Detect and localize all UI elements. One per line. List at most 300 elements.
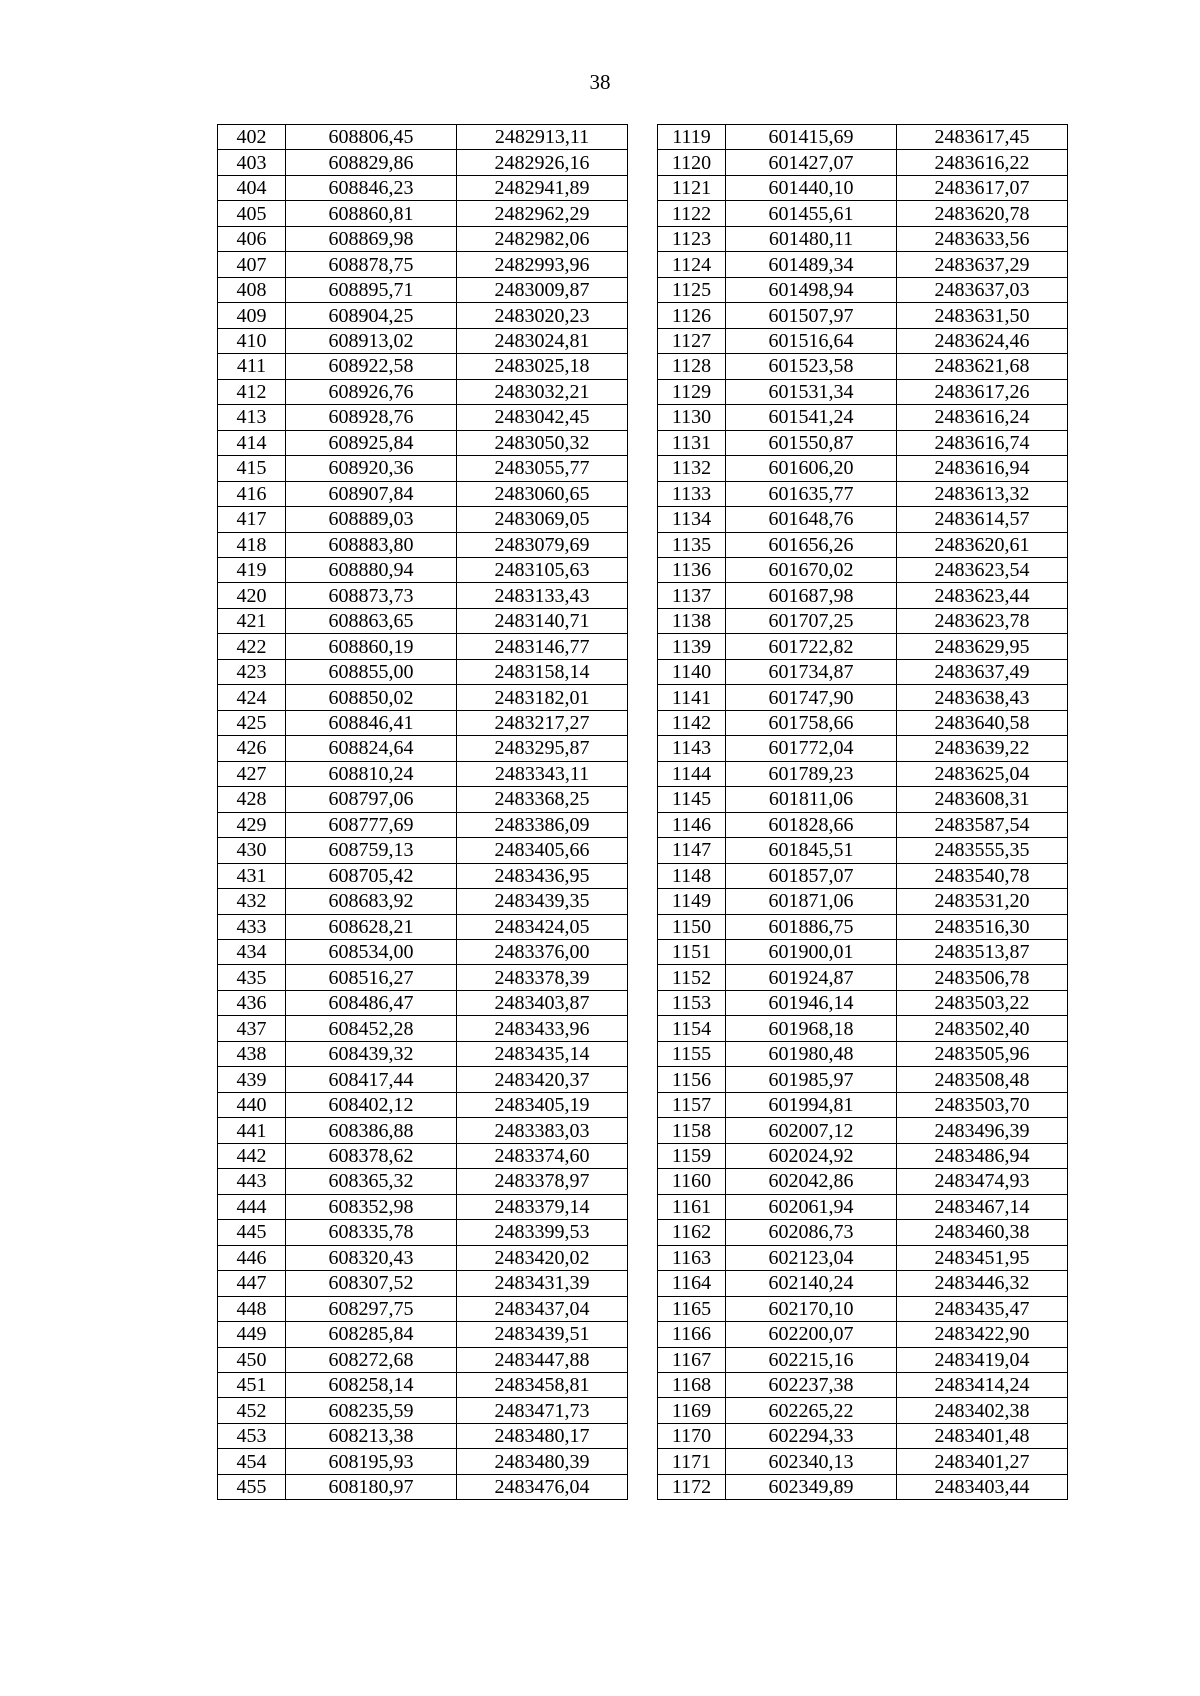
left-y-coordinate-cell: 2483480,17 xyxy=(457,1423,628,1448)
right-point-number-cell: 1124 xyxy=(658,252,726,277)
left-y-coordinate-cell: 2483376,00 xyxy=(457,940,628,965)
left-y-coordinate-cell: 2483386,09 xyxy=(457,812,628,837)
table-row xyxy=(218,608,1068,633)
left-y-coordinate-cell: 2483140,71 xyxy=(457,608,628,633)
left-y-coordinate-cell: 2483378,97 xyxy=(457,1169,628,1194)
right-y-coordinate-cell: 2483637,49 xyxy=(897,659,1068,684)
table-row xyxy=(218,1296,1068,1321)
left-x-coordinate-cell: 608850,02 xyxy=(286,685,457,710)
left-y-coordinate-cell: 2483424,05 xyxy=(457,914,628,939)
left-y-coordinate-cell: 2483024,81 xyxy=(457,328,628,353)
left-x-coordinate-cell: 608889,03 xyxy=(286,507,457,532)
left-point-number-cell: 435 xyxy=(218,965,286,990)
left-y-coordinate-cell: 2483105,63 xyxy=(457,557,628,582)
table-row xyxy=(218,405,1068,430)
right-point-number-cell: 1128 xyxy=(658,354,726,379)
right-y-coordinate-cell: 2483614,57 xyxy=(897,507,1068,532)
column-gap xyxy=(628,965,658,990)
right-point-number-cell: 1152 xyxy=(658,965,726,990)
left-x-coordinate-cell: 608683,92 xyxy=(286,889,457,914)
left-y-coordinate-cell: 2483182,01 xyxy=(457,685,628,710)
table-row xyxy=(218,583,1068,608)
left-y-coordinate-cell: 2483042,45 xyxy=(457,405,628,430)
column-gap xyxy=(628,354,658,379)
table-row xyxy=(218,1398,1068,1423)
left-point-number-cell: 450 xyxy=(218,1347,286,1372)
left-x-coordinate-cell: 608926,76 xyxy=(286,379,457,404)
right-y-coordinate-cell: 2483555,35 xyxy=(897,838,1068,863)
column-gap xyxy=(628,1041,658,1066)
right-point-number-cell: 1141 xyxy=(658,685,726,710)
table-row xyxy=(218,1118,1068,1143)
left-x-coordinate-cell: 608628,21 xyxy=(286,914,457,939)
left-point-number-cell: 428 xyxy=(218,787,286,812)
left-point-number-cell: 417 xyxy=(218,507,286,532)
table-row xyxy=(218,430,1068,455)
left-y-coordinate-cell: 2483447,88 xyxy=(457,1347,628,1372)
right-x-coordinate-cell: 601507,97 xyxy=(726,303,897,328)
table-row xyxy=(218,659,1068,684)
right-y-coordinate-cell: 2483587,54 xyxy=(897,812,1068,837)
right-y-coordinate-cell: 2483638,43 xyxy=(897,685,1068,710)
left-point-number-cell: 442 xyxy=(218,1143,286,1168)
table-row xyxy=(218,761,1068,786)
column-gap xyxy=(628,430,658,455)
left-point-number-cell: 452 xyxy=(218,1398,286,1423)
left-y-coordinate-cell: 2483069,05 xyxy=(457,507,628,532)
right-y-coordinate-cell: 2483402,38 xyxy=(897,1398,1068,1423)
left-x-coordinate-cell: 608913,02 xyxy=(286,328,457,353)
right-point-number-cell: 1171 xyxy=(658,1449,726,1474)
column-gap xyxy=(628,557,658,582)
right-y-coordinate-cell: 2483637,29 xyxy=(897,252,1068,277)
right-x-coordinate-cell: 602007,12 xyxy=(726,1118,897,1143)
table-row xyxy=(218,303,1068,328)
column-gap xyxy=(628,456,658,481)
left-x-coordinate-cell: 608297,75 xyxy=(286,1296,457,1321)
right-point-number-cell: 1156 xyxy=(658,1067,726,1092)
table-row xyxy=(218,507,1068,532)
column-gap xyxy=(628,1347,658,1372)
right-point-number-cell: 1136 xyxy=(658,557,726,582)
table-row xyxy=(218,965,1068,990)
right-point-number-cell: 1160 xyxy=(658,1169,726,1194)
right-x-coordinate-cell: 601900,01 xyxy=(726,940,897,965)
column-gap xyxy=(628,583,658,608)
column-gap xyxy=(628,1245,658,1270)
left-y-coordinate-cell: 2482926,16 xyxy=(457,150,628,175)
right-x-coordinate-cell: 601871,06 xyxy=(726,889,897,914)
left-y-coordinate-cell: 2483405,66 xyxy=(457,838,628,863)
right-y-coordinate-cell: 2483435,47 xyxy=(897,1296,1068,1321)
left-point-number-cell: 430 xyxy=(218,838,286,863)
column-gap xyxy=(628,914,658,939)
right-point-number-cell: 1161 xyxy=(658,1194,726,1219)
right-y-coordinate-cell: 2483620,61 xyxy=(897,532,1068,557)
table-row xyxy=(218,1169,1068,1194)
left-y-coordinate-cell: 2483060,65 xyxy=(457,481,628,506)
right-point-number-cell: 1122 xyxy=(658,201,726,226)
right-point-number-cell: 1172 xyxy=(658,1474,726,1499)
right-point-number-cell: 1144 xyxy=(658,761,726,786)
coordinates-table xyxy=(217,124,1068,1500)
table-row xyxy=(218,1092,1068,1117)
left-point-number-cell: 433 xyxy=(218,914,286,939)
right-x-coordinate-cell: 601440,10 xyxy=(726,175,897,200)
left-x-coordinate-cell: 608806,45 xyxy=(286,125,457,150)
right-y-coordinate-cell: 2483474,93 xyxy=(897,1169,1068,1194)
right-x-coordinate-cell: 602237,38 xyxy=(726,1372,897,1397)
left-point-number-cell: 405 xyxy=(218,201,286,226)
left-y-coordinate-cell: 2483146,77 xyxy=(457,634,628,659)
right-point-number-cell: 1158 xyxy=(658,1118,726,1143)
right-y-coordinate-cell: 2483623,44 xyxy=(897,583,1068,608)
left-point-number-cell: 412 xyxy=(218,379,286,404)
right-point-number-cell: 1162 xyxy=(658,1220,726,1245)
column-gap xyxy=(628,990,658,1015)
left-y-coordinate-cell: 2483420,37 xyxy=(457,1067,628,1092)
left-x-coordinate-cell: 608907,84 xyxy=(286,481,457,506)
right-x-coordinate-cell: 601722,82 xyxy=(726,634,897,659)
right-x-coordinate-cell: 602200,07 xyxy=(726,1322,897,1347)
left-point-number-cell: 437 xyxy=(218,1016,286,1041)
right-x-coordinate-cell: 601550,87 xyxy=(726,430,897,455)
left-point-number-cell: 402 xyxy=(218,125,286,150)
left-y-coordinate-cell: 2483158,14 xyxy=(457,659,628,684)
column-gap xyxy=(628,1118,658,1143)
right-x-coordinate-cell: 602349,89 xyxy=(726,1474,897,1499)
left-y-coordinate-cell: 2483383,03 xyxy=(457,1118,628,1143)
right-x-coordinate-cell: 602123,04 xyxy=(726,1245,897,1270)
left-y-coordinate-cell: 2483458,81 xyxy=(457,1372,628,1397)
right-point-number-cell: 1150 xyxy=(658,914,726,939)
right-y-coordinate-cell: 2483506,78 xyxy=(897,965,1068,990)
right-y-coordinate-cell: 2483419,04 xyxy=(897,1347,1068,1372)
right-y-coordinate-cell: 2483451,95 xyxy=(897,1245,1068,1270)
table-row xyxy=(218,736,1068,761)
left-point-number-cell: 403 xyxy=(218,150,286,175)
right-x-coordinate-cell: 601541,24 xyxy=(726,405,897,430)
left-x-coordinate-cell: 608402,12 xyxy=(286,1092,457,1117)
left-point-number-cell: 440 xyxy=(218,1092,286,1117)
left-x-coordinate-cell: 608439,32 xyxy=(286,1041,457,1066)
left-x-coordinate-cell: 608516,27 xyxy=(286,965,457,990)
left-x-coordinate-cell: 608378,62 xyxy=(286,1143,457,1168)
right-y-coordinate-cell: 2483616,24 xyxy=(897,405,1068,430)
left-y-coordinate-cell: 2483379,14 xyxy=(457,1194,628,1219)
left-point-number-cell: 439 xyxy=(218,1067,286,1092)
right-y-coordinate-cell: 2483403,44 xyxy=(897,1474,1068,1499)
column-gap xyxy=(628,1423,658,1448)
table-row xyxy=(218,1449,1068,1474)
right-x-coordinate-cell: 601648,76 xyxy=(726,507,897,532)
column-gap xyxy=(628,1092,658,1117)
table-row xyxy=(218,1016,1068,1041)
right-y-coordinate-cell: 2483502,40 xyxy=(897,1016,1068,1041)
right-x-coordinate-cell: 602340,13 xyxy=(726,1449,897,1474)
right-point-number-cell: 1154 xyxy=(658,1016,726,1041)
left-x-coordinate-cell: 608386,88 xyxy=(286,1118,457,1143)
right-y-coordinate-cell: 2483613,32 xyxy=(897,481,1068,506)
left-x-coordinate-cell: 608759,13 xyxy=(286,838,457,863)
left-x-coordinate-cell: 608235,59 xyxy=(286,1398,457,1423)
right-y-coordinate-cell: 2483620,78 xyxy=(897,201,1068,226)
right-y-coordinate-cell: 2483608,31 xyxy=(897,787,1068,812)
left-point-number-cell: 449 xyxy=(218,1322,286,1347)
right-x-coordinate-cell: 602215,16 xyxy=(726,1347,897,1372)
column-gap xyxy=(628,736,658,761)
right-x-coordinate-cell: 601758,66 xyxy=(726,710,897,735)
column-gap xyxy=(628,863,658,888)
column-gap xyxy=(628,252,658,277)
right-x-coordinate-cell: 601845,51 xyxy=(726,838,897,863)
right-x-coordinate-cell: 602086,73 xyxy=(726,1220,897,1245)
right-y-coordinate-cell: 2483503,22 xyxy=(897,990,1068,1015)
table-row xyxy=(218,379,1068,404)
column-gap xyxy=(628,379,658,404)
right-point-number-cell: 1155 xyxy=(658,1041,726,1066)
left-x-coordinate-cell: 608860,19 xyxy=(286,634,457,659)
right-x-coordinate-cell: 601994,81 xyxy=(726,1092,897,1117)
left-x-coordinate-cell: 608869,98 xyxy=(286,226,457,251)
right-point-number-cell: 1163 xyxy=(658,1245,726,1270)
right-y-coordinate-cell: 2483625,04 xyxy=(897,761,1068,786)
column-gap xyxy=(628,1296,658,1321)
table-row xyxy=(218,1245,1068,1270)
table-row xyxy=(218,787,1068,812)
right-x-coordinate-cell: 601924,87 xyxy=(726,965,897,990)
right-y-coordinate-cell: 2483414,24 xyxy=(897,1372,1068,1397)
left-x-coordinate-cell: 608258,14 xyxy=(286,1372,457,1397)
right-y-coordinate-cell: 2483503,70 xyxy=(897,1092,1068,1117)
right-point-number-cell: 1119 xyxy=(658,125,726,150)
left-y-coordinate-cell: 2483050,32 xyxy=(457,430,628,455)
left-point-number-cell: 406 xyxy=(218,226,286,251)
left-x-coordinate-cell: 608883,80 xyxy=(286,532,457,557)
right-x-coordinate-cell: 601980,48 xyxy=(726,1041,897,1066)
column-gap xyxy=(628,328,658,353)
table-row xyxy=(218,1271,1068,1296)
right-y-coordinate-cell: 2483446,32 xyxy=(897,1271,1068,1296)
right-x-coordinate-cell: 602294,33 xyxy=(726,1423,897,1448)
right-x-coordinate-cell: 601985,97 xyxy=(726,1067,897,1092)
table-row xyxy=(218,1194,1068,1219)
right-point-number-cell: 1125 xyxy=(658,277,726,302)
left-point-number-cell: 432 xyxy=(218,889,286,914)
left-x-coordinate-cell: 608285,84 xyxy=(286,1322,457,1347)
left-point-number-cell: 424 xyxy=(218,685,286,710)
left-y-coordinate-cell: 2482962,29 xyxy=(457,201,628,226)
left-y-coordinate-cell: 2483439,51 xyxy=(457,1322,628,1347)
right-y-coordinate-cell: 2483640,58 xyxy=(897,710,1068,735)
left-point-number-cell: 443 xyxy=(218,1169,286,1194)
table-row xyxy=(218,863,1068,888)
left-y-coordinate-cell: 2483433,96 xyxy=(457,1016,628,1041)
column-gap xyxy=(628,405,658,430)
right-x-coordinate-cell: 602140,24 xyxy=(726,1271,897,1296)
left-y-coordinate-cell: 2482941,89 xyxy=(457,175,628,200)
column-gap xyxy=(628,1271,658,1296)
right-point-number-cell: 1139 xyxy=(658,634,726,659)
column-gap xyxy=(628,889,658,914)
left-point-number-cell: 448 xyxy=(218,1296,286,1321)
left-y-coordinate-cell: 2483437,04 xyxy=(457,1296,628,1321)
right-point-number-cell: 1138 xyxy=(658,608,726,633)
coordinates-table-body xyxy=(218,125,1068,1500)
left-x-coordinate-cell: 608880,94 xyxy=(286,557,457,582)
left-point-number-cell: 411 xyxy=(218,354,286,379)
table-row xyxy=(218,354,1068,379)
left-y-coordinate-cell: 2483020,23 xyxy=(457,303,628,328)
table-row xyxy=(218,226,1068,251)
left-y-coordinate-cell: 2482982,06 xyxy=(457,226,628,251)
right-x-coordinate-cell: 601734,87 xyxy=(726,659,897,684)
column-gap xyxy=(628,303,658,328)
left-y-coordinate-cell: 2483374,60 xyxy=(457,1143,628,1168)
left-x-coordinate-cell: 608829,86 xyxy=(286,150,457,175)
left-point-number-cell: 431 xyxy=(218,863,286,888)
left-x-coordinate-cell: 608895,71 xyxy=(286,277,457,302)
page-number: 38 xyxy=(589,70,611,94)
left-y-coordinate-cell: 2483431,39 xyxy=(457,1271,628,1296)
left-point-number-cell: 413 xyxy=(218,405,286,430)
left-point-number-cell: 429 xyxy=(218,812,286,837)
left-point-number-cell: 418 xyxy=(218,532,286,557)
right-point-number-cell: 1168 xyxy=(658,1372,726,1397)
left-x-coordinate-cell: 608873,73 xyxy=(286,583,457,608)
left-y-coordinate-cell: 2483399,53 xyxy=(457,1220,628,1245)
right-y-coordinate-cell: 2483629,95 xyxy=(897,634,1068,659)
left-x-coordinate-cell: 608705,42 xyxy=(286,863,457,888)
right-y-coordinate-cell: 2483617,45 xyxy=(897,125,1068,150)
left-point-number-cell: 441 xyxy=(218,1118,286,1143)
right-point-number-cell: 1167 xyxy=(658,1347,726,1372)
right-x-coordinate-cell: 601828,66 xyxy=(726,812,897,837)
right-x-coordinate-cell: 601707,25 xyxy=(726,608,897,633)
right-x-coordinate-cell: 601687,98 xyxy=(726,583,897,608)
left-y-coordinate-cell: 2483403,87 xyxy=(457,990,628,1015)
column-gap xyxy=(628,201,658,226)
left-x-coordinate-cell: 608922,58 xyxy=(286,354,457,379)
table-row xyxy=(218,914,1068,939)
left-x-coordinate-cell: 608365,32 xyxy=(286,1169,457,1194)
table-row xyxy=(218,328,1068,353)
right-y-coordinate-cell: 2483623,54 xyxy=(897,557,1068,582)
left-y-coordinate-cell: 2483133,43 xyxy=(457,583,628,608)
table-row xyxy=(218,1347,1068,1372)
column-gap xyxy=(628,1322,658,1347)
left-point-number-cell: 436 xyxy=(218,990,286,1015)
right-point-number-cell: 1137 xyxy=(658,583,726,608)
column-gap xyxy=(628,1169,658,1194)
table-row xyxy=(218,838,1068,863)
left-x-coordinate-cell: 608878,75 xyxy=(286,252,457,277)
left-point-number-cell: 444 xyxy=(218,1194,286,1219)
right-x-coordinate-cell: 601531,34 xyxy=(726,379,897,404)
right-point-number-cell: 1145 xyxy=(658,787,726,812)
right-point-number-cell: 1121 xyxy=(658,175,726,200)
left-x-coordinate-cell: 608855,00 xyxy=(286,659,457,684)
right-point-number-cell: 1130 xyxy=(658,405,726,430)
column-gap xyxy=(628,1016,658,1041)
left-x-coordinate-cell: 608272,68 xyxy=(286,1347,457,1372)
column-gap xyxy=(628,608,658,633)
column-gap xyxy=(628,175,658,200)
right-x-coordinate-cell: 601656,26 xyxy=(726,532,897,557)
left-x-coordinate-cell: 608846,23 xyxy=(286,175,457,200)
left-y-coordinate-cell: 2483079,69 xyxy=(457,532,628,557)
right-x-coordinate-cell: 601455,61 xyxy=(726,201,897,226)
right-point-number-cell: 1120 xyxy=(658,150,726,175)
right-point-number-cell: 1134 xyxy=(658,507,726,532)
right-x-coordinate-cell: 601523,58 xyxy=(726,354,897,379)
right-point-number-cell: 1140 xyxy=(658,659,726,684)
right-x-coordinate-cell: 601789,23 xyxy=(726,761,897,786)
left-point-number-cell: 410 xyxy=(218,328,286,353)
right-x-coordinate-cell: 602061,94 xyxy=(726,1194,897,1219)
table-row xyxy=(218,481,1068,506)
right-x-coordinate-cell: 601946,14 xyxy=(726,990,897,1015)
left-x-coordinate-cell: 608213,38 xyxy=(286,1423,457,1448)
left-x-coordinate-cell: 608452,28 xyxy=(286,1016,457,1041)
right-y-coordinate-cell: 2483621,68 xyxy=(897,354,1068,379)
right-point-number-cell: 1127 xyxy=(658,328,726,353)
left-y-coordinate-cell: 2483055,77 xyxy=(457,456,628,481)
left-point-number-cell: 427 xyxy=(218,761,286,786)
column-gap xyxy=(628,838,658,863)
column-gap xyxy=(628,1398,658,1423)
left-y-coordinate-cell: 2483025,18 xyxy=(457,354,628,379)
left-x-coordinate-cell: 608195,93 xyxy=(286,1449,457,1474)
right-x-coordinate-cell: 601415,69 xyxy=(726,125,897,150)
right-x-coordinate-cell: 601480,11 xyxy=(726,226,897,251)
right-x-coordinate-cell: 601968,18 xyxy=(726,1016,897,1041)
right-y-coordinate-cell: 2483633,56 xyxy=(897,226,1068,251)
right-y-coordinate-cell: 2483616,74 xyxy=(897,430,1068,455)
right-y-coordinate-cell: 2483422,90 xyxy=(897,1322,1068,1347)
left-y-coordinate-cell: 2483476,04 xyxy=(457,1474,628,1499)
right-x-coordinate-cell: 601886,75 xyxy=(726,914,897,939)
left-point-number-cell: 423 xyxy=(218,659,286,684)
right-y-coordinate-cell: 2483505,96 xyxy=(897,1041,1068,1066)
left-x-coordinate-cell: 608180,97 xyxy=(286,1474,457,1499)
table-row xyxy=(218,252,1068,277)
left-point-number-cell: 415 xyxy=(218,456,286,481)
left-point-number-cell: 414 xyxy=(218,430,286,455)
column-gap xyxy=(628,1143,658,1168)
table-row xyxy=(218,150,1068,175)
right-x-coordinate-cell: 602265,22 xyxy=(726,1398,897,1423)
column-gap xyxy=(628,685,658,710)
column-gap xyxy=(628,812,658,837)
left-x-coordinate-cell: 608335,78 xyxy=(286,1220,457,1245)
left-point-number-cell: 438 xyxy=(218,1041,286,1066)
column-gap xyxy=(628,710,658,735)
right-x-coordinate-cell: 601747,90 xyxy=(726,685,897,710)
table-row xyxy=(218,557,1068,582)
right-point-number-cell: 1149 xyxy=(658,889,726,914)
right-point-number-cell: 1142 xyxy=(658,710,726,735)
left-point-number-cell: 407 xyxy=(218,252,286,277)
right-y-coordinate-cell: 2483467,14 xyxy=(897,1194,1068,1219)
left-point-number-cell: 404 xyxy=(218,175,286,200)
left-point-number-cell: 455 xyxy=(218,1474,286,1499)
left-x-coordinate-cell: 608352,98 xyxy=(286,1194,457,1219)
right-x-coordinate-cell: 601606,20 xyxy=(726,456,897,481)
column-gap xyxy=(628,1194,658,1219)
column-gap xyxy=(628,1220,658,1245)
left-y-coordinate-cell: 2483295,87 xyxy=(457,736,628,761)
